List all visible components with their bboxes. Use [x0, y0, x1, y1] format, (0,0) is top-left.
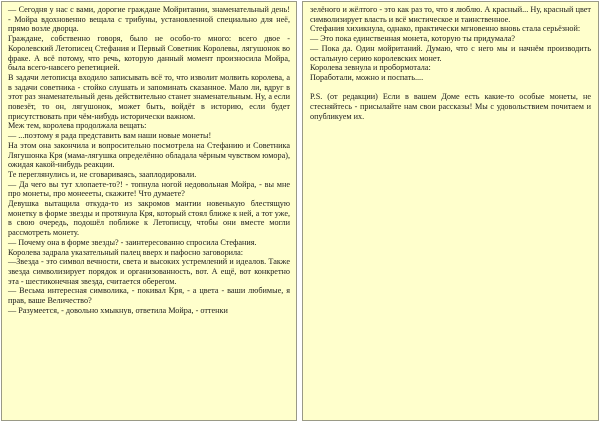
right-page — [302, 1, 599, 421]
right-page-text — [310, 5, 591, 121]
left-page — [1, 1, 297, 421]
paragraph: — Почему она в форме звезды? - заинтересованно спросила Стефания. — [8, 237, 257, 247]
paragraph: Стефания хихикнула, однако, практически мгновенно вновь стала серьёзной: — [310, 24, 581, 34]
paragraph: В задачи летописца входило записывать всё то, что изволит молвить королева, а в задачи советника - стойко слушать и запоминать сказанное. Мало ли, вдруг в этот раз знаменательный день действительно станет знаменательным. Ну, а если повезёт, то он, лягушонок, может быть, войдёт в историю, если будет присутствовать при чём-нибудь исторически важном. — [8, 72, 290, 121]
paragraph: Те переглянулись и, не сговариваясь, зааплодировали. — [8, 169, 197, 179]
paragraph: —Звезда - это символ вечности, света и высоких устремлений и идеалов. Также звезда символизирует порядок и организованность, вот. А ещё, вот конкретно эта - шестиконечная звезда, считается оберегом. — [8, 257, 290, 286]
paragraph: зелёного и жёлтого - это как раз то, что я люблю. А красный... Ну, красный цвет символизирует власть и всё мистическое и таинственное. — [310, 5, 591, 24]
paragraph: На этом она закончила и вопросительно посмотрела на Стефанию и Советника Лягушонка Кря (мама-лягушка определённо обладала чёрным чувством юмора), ожидая какой-нибудь реакции. — [8, 140, 290, 170]
paragraph: — Это пока единственная монета, которую ты придумала? — [310, 34, 515, 44]
paragraph: Королева задрала указательный палец вверх и пафосно заговорила: — [8, 247, 244, 257]
paragraph: Поработали, можно и поспать.... — [310, 72, 424, 82]
editorial-postscript: P.S. (от редакции) Если в вашем Доме есть какие-то особые монеты, не стесняйтесь - присылайте нам свои рассказы! Мы с удовольствием почитаем и опубликуем их. — [310, 92, 591, 121]
paragraph: — Да чего вы тут хлопаете-то?! - топнула ногой недовольная Мойра, - вы мне про монеты, про монеееты, скажите! Что думаете? — [8, 179, 290, 199]
paragraph: — Пока да. Один мойританий. Думаю, что с него мы и начнём производить остальную серию королевских монет. — [310, 43, 591, 63]
paragraph: Девушка вытащила откуда-то из закромов мантии новенькую блестящую монетку в форме звезды и протянула Кря, который стоял ближе к ней, а тот уже, в свою очередь, подошёл поближе к Летописцу, чтобы они вместе могли рассмотреть монету. — [8, 199, 290, 238]
left-page-text — [8, 5, 290, 316]
paragraph: — ...поэтому я рада представить вам наши новые монеты! — [8, 131, 212, 141]
paragraph: — Сегодня у нас с вами, дорогие граждане Мойритании, знаменательный день! - Мойра вдохновенно вещала с трибуны, установленной специально для неё, прямо возле дворца. — [8, 5, 290, 34]
paragraph: — Весьма интересная символика, - покивал Кря, - а цвета - ваши любимые, я прав, ваше Величество? — [8, 286, 290, 306]
paragraph: — Разумеется, - довольно хмыкнув, ответила Мойра, - оттенки — [8, 305, 228, 315]
paragraph: Меж тем, королева продолжала вещать: — [8, 121, 147, 131]
paragraph: Граждане, собственно говоря, было не особо-то много: всего двое - Королевский Летописец Стефания и Первый Советник Королевы, лягушонок во фраке. А всё потому, что речь, которую данный момент произносила Мойра, была всего-навсего репетицией. — [8, 34, 290, 73]
paragraph: Королева зевнула и пробормотала: — [310, 63, 431, 73]
